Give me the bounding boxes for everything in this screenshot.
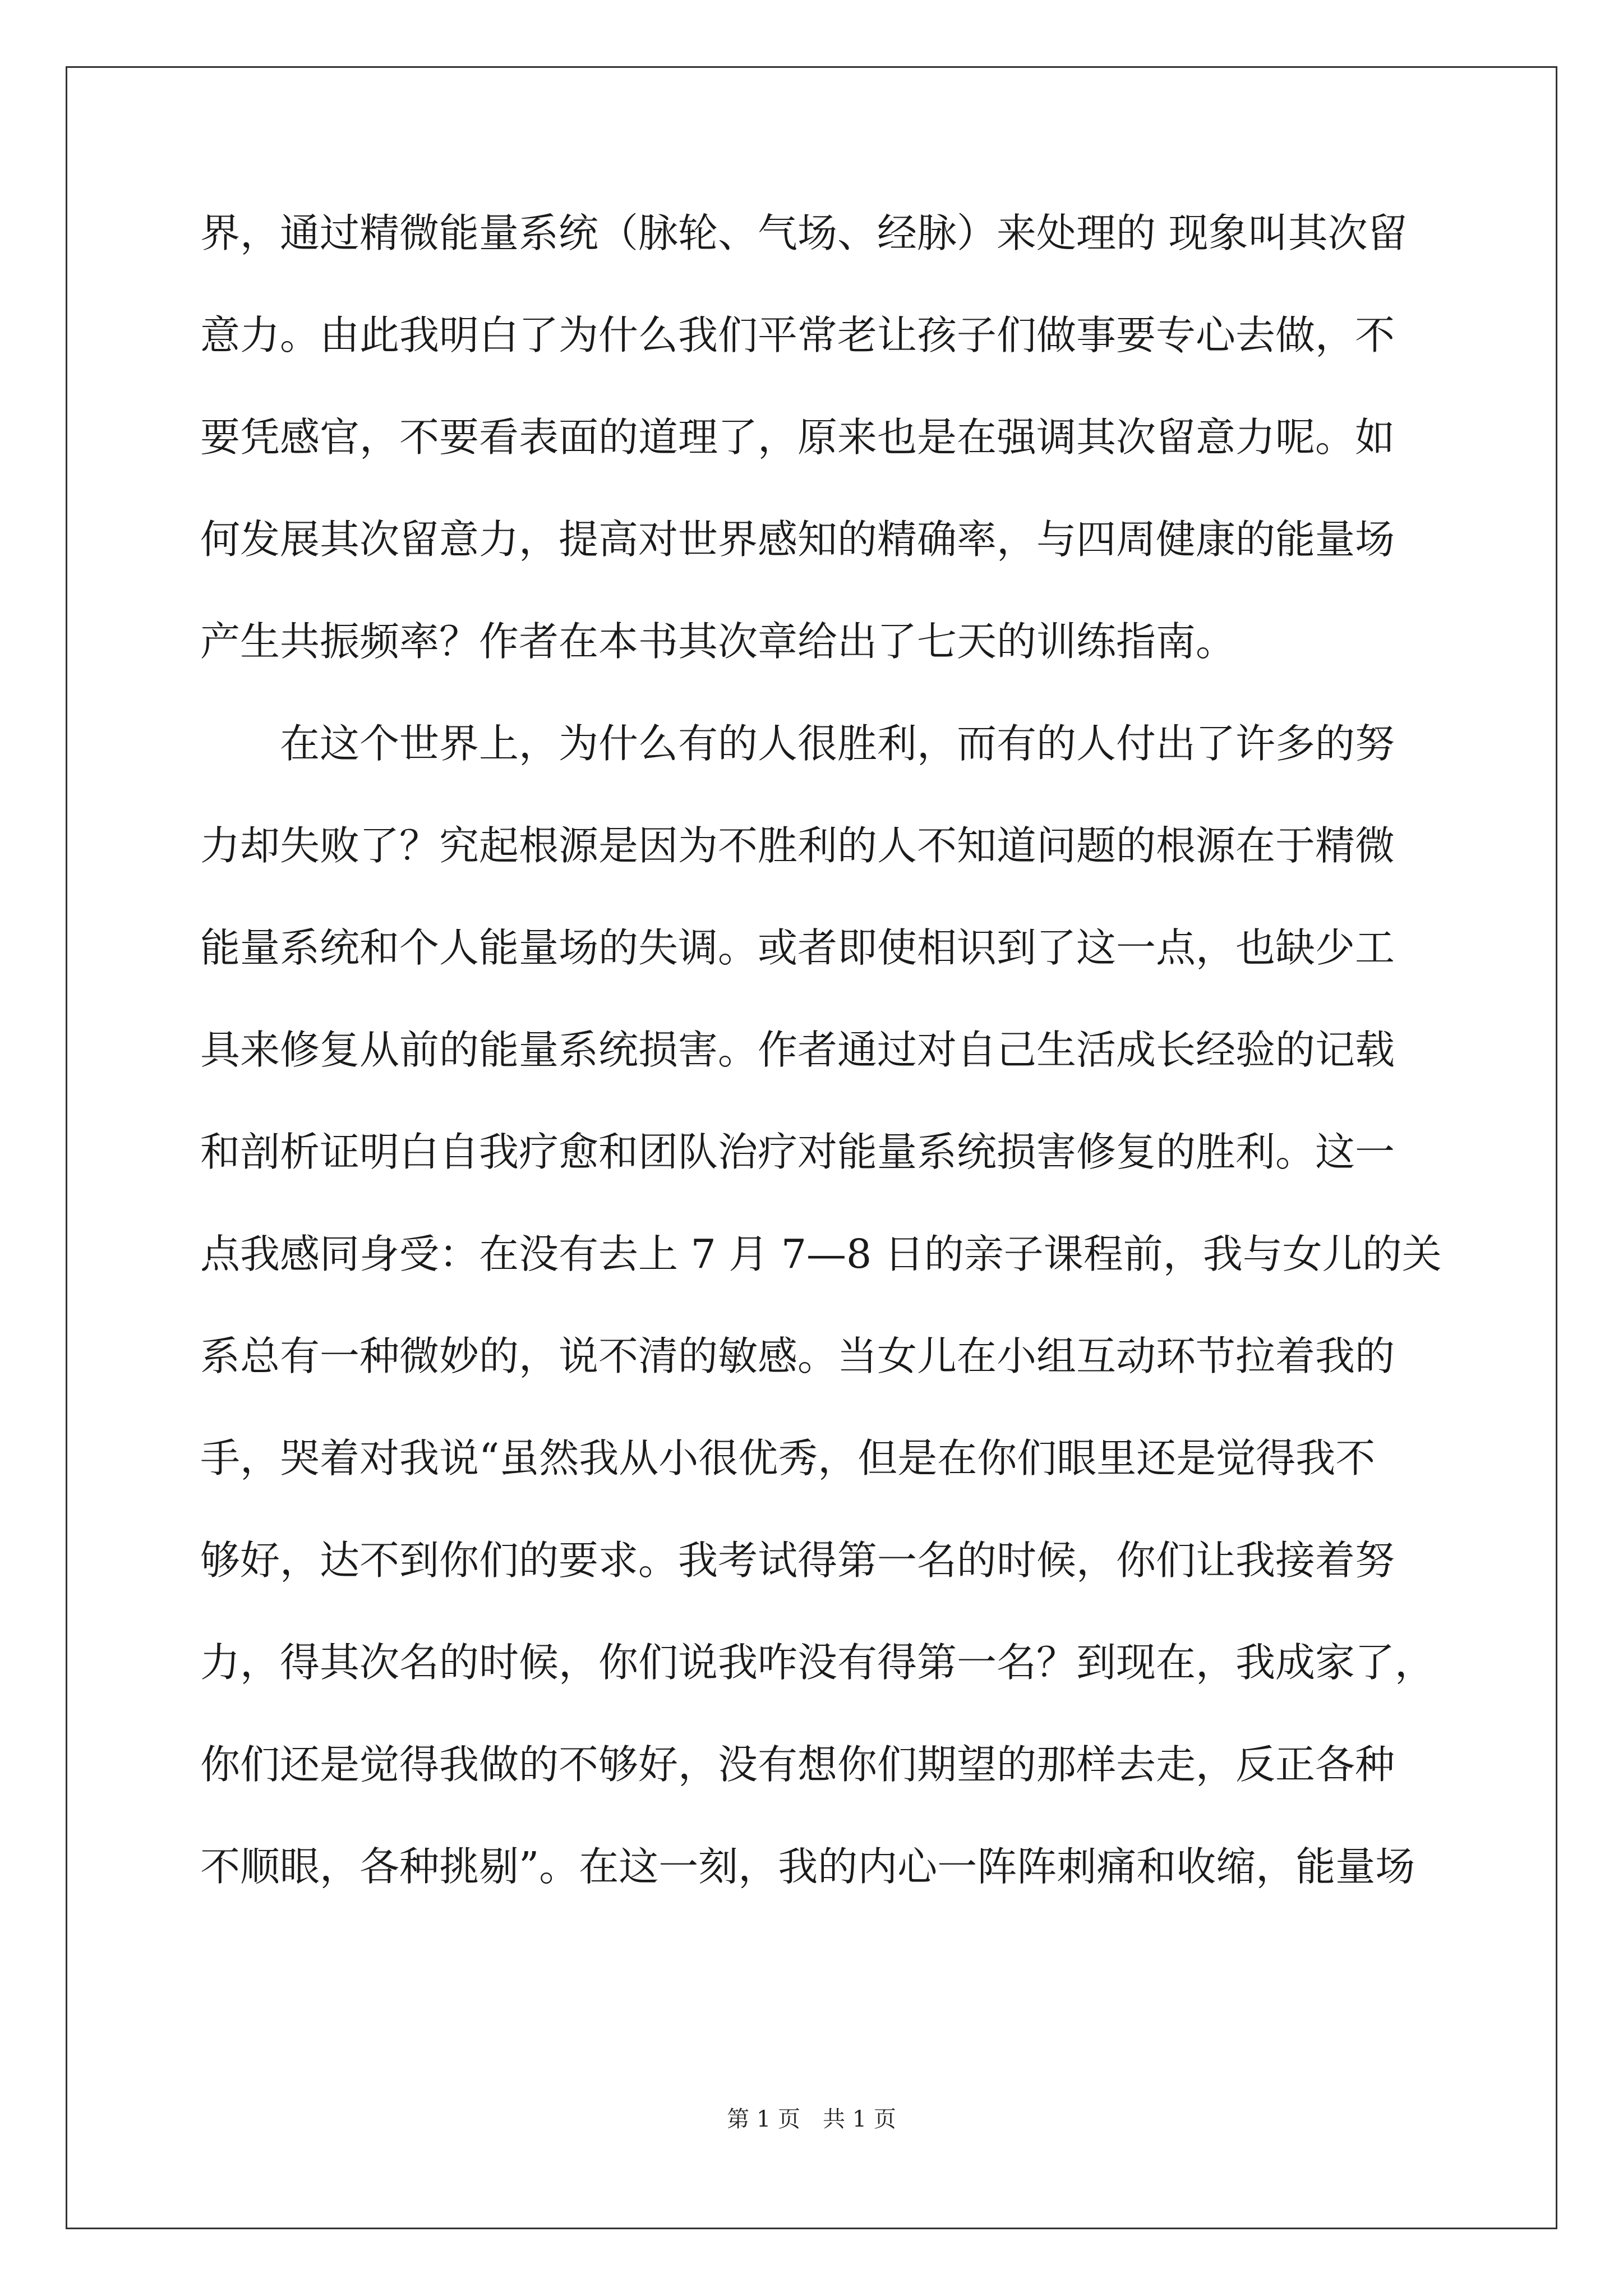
text-line: 力，得其次名的时候，你们说我咋没有得第一名？到现在，我成家了， [200,1639,1435,1686]
text-line: 界，通过精微能量系统（脉轮、气场、经脉）来处理的 现象叫其次留 [200,210,1408,256]
text-line: 具来修复从前的能量系统损害。作者通过对自己生活成长经验的记载 [200,1027,1395,1073]
text-line: 不顺眼，各种挑剔”。在这一刻，我的内心一阵阵刺痛和收缩，能量场 [200,1843,1415,1890]
text-line: 力却失败了？究起根源是因为不胜利的人不知道问题的根源在于精微 [200,822,1395,869]
page-footer: 第 1 页 共 1 页 [727,2106,896,2132]
text-line: 何发展其次留意力，提高对世界感知的精确率，与四周健康的能量场 [200,516,1395,563]
text-line: 和剖析证明白自我疗愈和团队治疗对能量系统损害修复的胜利。这一 [200,1129,1395,1175]
text-line: 能量系统和个人能量场的失调。或者即使相识到了这一点，也缺少工 [200,924,1395,971]
text-line: 产生共振频率？作者在本书其次章给出了七天的训练指南。 [200,618,1236,665]
text-line: 系总有一种微妙的，说不清的敏感。当女儿在小组互动环节拉着我的 [200,1333,1395,1379]
text-line: 你们还是觉得我做的不够好，没有想你们期望的那样去走，反正各种 [200,1741,1395,1788]
text-line: 要凭感官，不要看表面的道理了，原来也是在强调其次留意力呢。如 [200,414,1395,461]
text-line: 够好，达不到你们的要求。我考试得第一名的时候，你们让我接着努 [200,1537,1395,1584]
paragraph-first-line: 在这个世界上，为什么有的人很胜利，而有的人付出了许多的努 [280,720,1395,767]
text-line: 手，哭着对我说“虽然我从小很优秀，但是在你们眼里还是觉得我不 [200,1435,1376,1481]
text-line: 点我感同身受：在没有去上 7 月 7—8 日的亲子课程前，我与女儿的关 [200,1231,1442,1277]
text-line: 意力。由此我明白了为什么我们平常老让孩子们做事要专心去做，不 [200,312,1395,358]
